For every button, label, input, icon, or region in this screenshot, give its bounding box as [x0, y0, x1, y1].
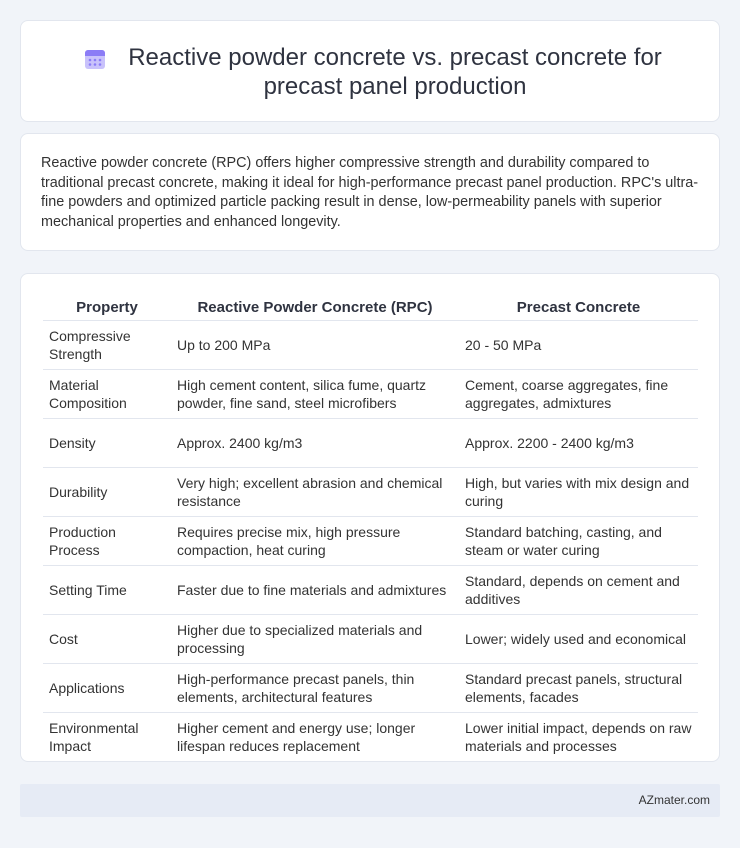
table-row: [43, 369, 698, 418]
cell-precast: 20 - 50 MPa: [459, 320, 698, 369]
table-row: [43, 320, 698, 369]
cell-rpc: Higher cement and energy use; longer lifespan reduces replacement: [171, 712, 459, 761]
table-row: [43, 614, 698, 663]
cell-precast: High, but varies with mix design and curing: [459, 467, 698, 516]
cell-precast: Lower initial impact, depends on raw materials and processes: [459, 712, 698, 761]
cell-rpc: Approx. 2400 kg/m3: [171, 418, 459, 467]
footer-brand[interactable]: AZmater.com: [638, 793, 710, 807]
cell-rpc: Higher due to specialized materials and processing: [171, 614, 459, 663]
cell-rpc: High cement content, silica fume, quartz powder, fine sand, steel microfibers: [171, 369, 459, 418]
title-wrap: [21, 43, 719, 101]
cell-property: Applications: [43, 663, 171, 712]
title-card: [20, 20, 720, 122]
table-row: [43, 467, 698, 516]
cell-property: Production Process: [43, 516, 171, 565]
table-row: [43, 565, 698, 614]
cell-property: Setting Time: [43, 565, 171, 614]
comparison-card: [20, 273, 720, 762]
cell-precast: Lower; widely used and economical: [459, 614, 698, 663]
cell-rpc: Up to 200 MPa: [171, 320, 459, 369]
footer-bar: [20, 784, 720, 817]
header-property: Property: [43, 296, 171, 320]
cell-property: Density: [43, 418, 171, 467]
cell-precast: Standard, depends on cement and additives: [459, 565, 698, 614]
cell-property: Compressive Strength: [43, 320, 171, 369]
table-row: [43, 712, 698, 761]
cell-rpc: Faster due to fine materials and admixtures: [171, 565, 459, 614]
table-row: [43, 516, 698, 565]
header-precast: Precast Concrete: [459, 296, 698, 320]
table-header-row: [43, 296, 698, 320]
table-row: [43, 663, 698, 712]
cell-rpc: Requires precise mix, high pressure compaction, heat curing: [171, 516, 459, 565]
cell-precast: Approx. 2200 - 2400 kg/m3: [459, 418, 698, 467]
comparison-table: [43, 296, 698, 762]
cell-precast: Standard batching, casting, and steam or water curing: [459, 516, 698, 565]
cell-rpc: Very high; excellent abrasion and chemical resistance: [171, 467, 459, 516]
cell-property: Durability: [43, 467, 171, 516]
summary-card: [20, 133, 720, 251]
header-rpc: Reactive Powder Concrete (RPC): [171, 296, 459, 320]
cell-precast: Cement, coarse aggregates, fine aggregates, admixtures: [459, 369, 698, 418]
cell-precast: Standard precast panels, structural elements, facades: [459, 663, 698, 712]
page-title: Reactive powder concrete vs. precast concrete for precast panel production: [128, 44, 662, 100]
cell-property: Material Composition: [43, 369, 171, 418]
table-row: [43, 418, 698, 467]
cell-property: Environmental Impact: [43, 712, 171, 761]
summary-paragraph: Reactive powder concrete (RPC) offers higher compressive strength and durability compared to traditional precast concrete, making it ideal for high-performance precast panel production. RPC's ultra-fine powders and optimized particle packing result in dense, low-permeability panels with superior mechanical properties and enhanced longevity.: [41, 155, 699, 230]
cell-property: Cost: [43, 614, 171, 663]
cell-rpc: High-performance precast panels, thin elements, architectural features: [171, 663, 459, 712]
